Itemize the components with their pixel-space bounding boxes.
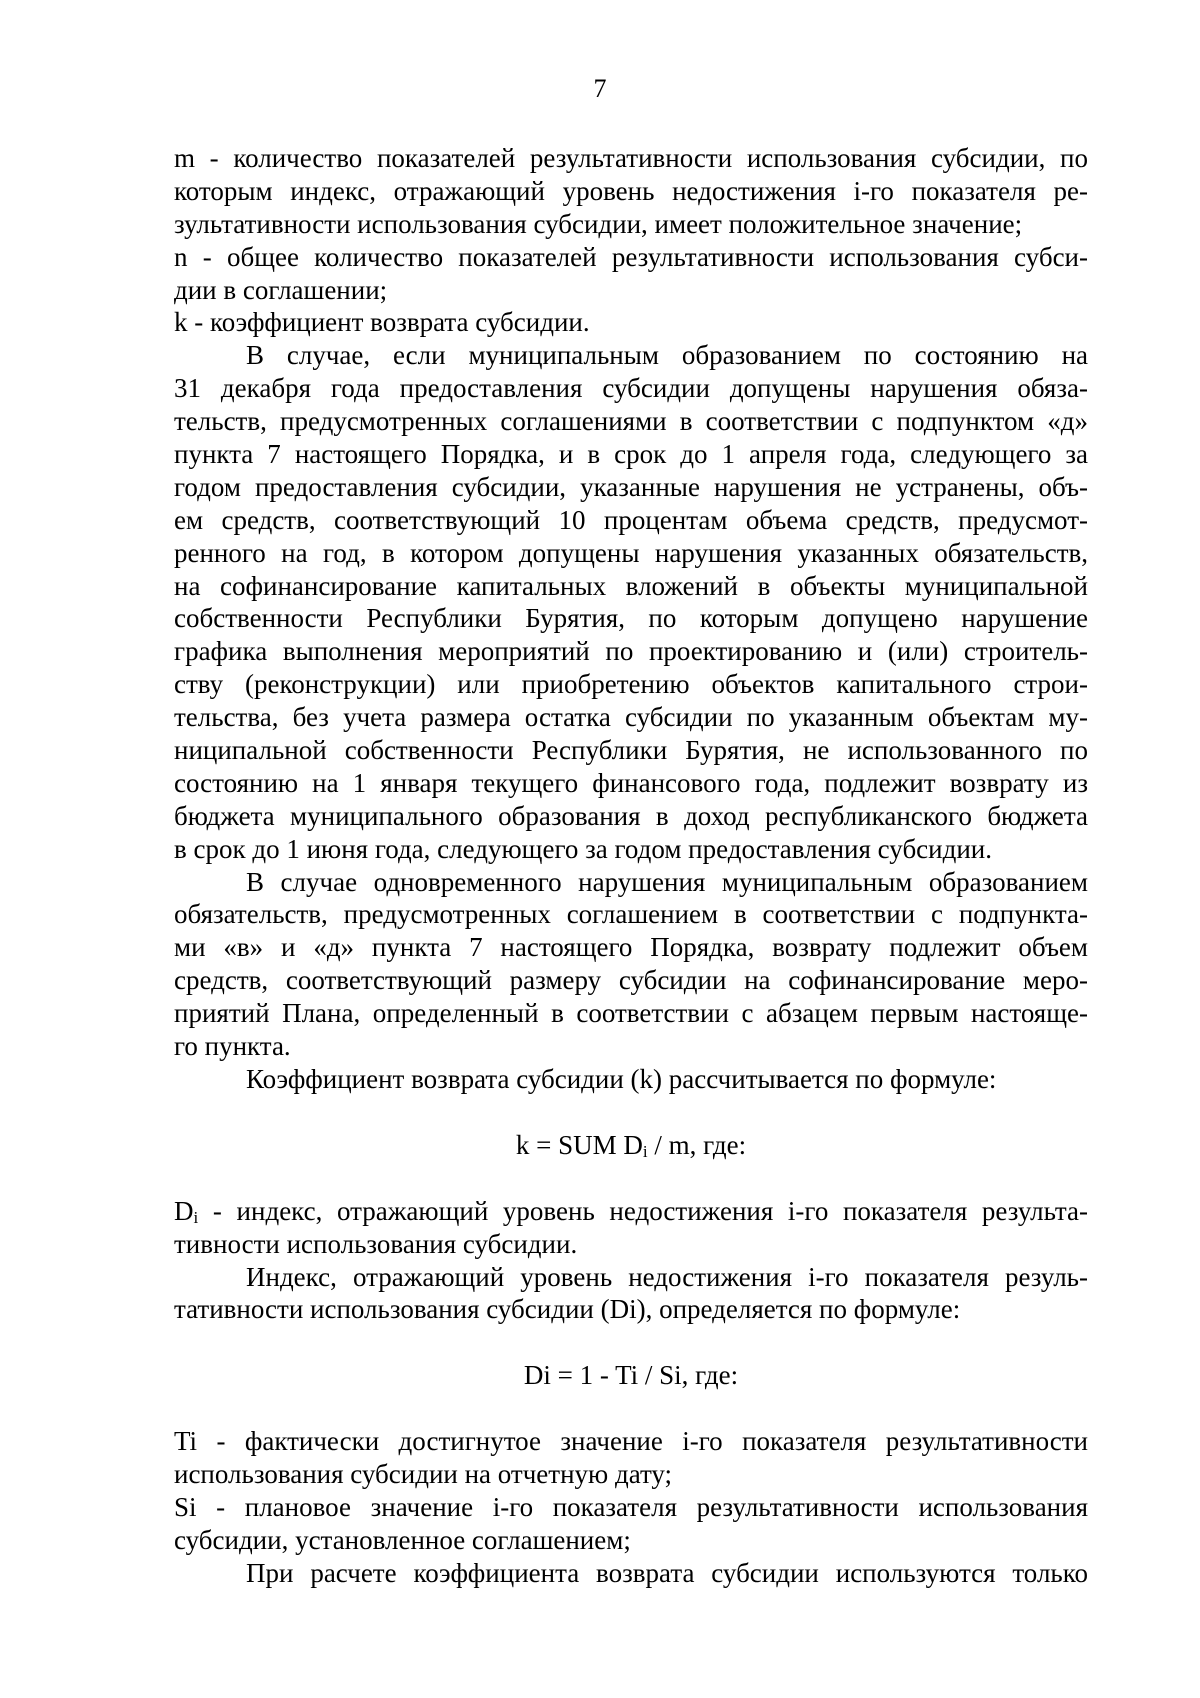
spacer (174, 1096, 1088, 1129)
paragraph-first-line: Индекс, отражающий уровень недостижения i-го показателя резуль- (246, 1261, 1088, 1292)
text-line (174, 1195, 1088, 1228)
text-line: использования субсидии на отчетную дату; (174, 1459, 673, 1490)
text-line: ренного на год, в котором допущены нарушения указанных обязательств, (174, 537, 1088, 568)
text-line: которым индекс, отражающий уровень недостижения i-го показателя ре- (174, 175, 1088, 206)
text-line: Ti - фактически достигнутое значение i-го показателя результативности (174, 1426, 1088, 1457)
paragraph-first-line: В случае одновременного нарушения муниципальным образованием (246, 866, 1088, 897)
text-line: в срок до 1 июня года, следующего за годом предоставления субсидии. (174, 833, 993, 864)
text-line: m - количество показателей результативности использования субсидии, по (174, 143, 1088, 173)
text-line: собственности Республики Бурятия, по которым допущено нарушение (174, 603, 1088, 634)
text-line: го пункта. (174, 1031, 291, 1062)
page-number: 7 (593, 74, 607, 103)
text-line: ми «в» и «д» пункта 7 настоящего Порядка, возврату подлежит объем (174, 932, 1088, 963)
text-line: тельства, без учета размера остатка субсидии по указанным объектам му- (174, 702, 1088, 733)
paragraph-first-line: Коэффициент возврата субсидии (k) рассчитывается по формуле: (246, 1063, 997, 1094)
text-line: 31 декабря года предоставления субсидии допущены нарушения обяза- (174, 373, 1088, 404)
text-line: n - общее количество показателей результативности использования субси- (174, 241, 1088, 272)
paragraph-first-line: При расчете коэффициента возврата субсидии используются только (246, 1557, 1088, 1588)
di-symbol: D (174, 1195, 194, 1226)
text-line: ству (реконструкции) или приобретению объектов капитального строи- (174, 669, 1088, 700)
formula-k (174, 1129, 1088, 1162)
text-line: пункта 7 настоящего Порядка, и в срок до 1 апреля года, следующего за (174, 439, 1088, 470)
text-line: Si - плановое значение i-го показателя результативности использования (174, 1491, 1088, 1522)
text-line: годом предоставления субсидии, указанные нарушения не устранены, объ- (174, 471, 1088, 502)
text-line: тивности использования субсидии. (174, 1228, 578, 1259)
di-definition-text: - индекс, отражающий уровень недостижения i-го показателя результа- (198, 1195, 1088, 1226)
text-line: ем средств, соответствующий 10 процентам объема средств, предусмот- (174, 504, 1088, 535)
formula-k-right: / m, где: (647, 1129, 747, 1160)
formula-k-subscript: i (642, 1141, 648, 1161)
text-line: субсидии, установленное соглашением; (174, 1524, 631, 1555)
text-line: на софинансирование капитальных вложений в объекты муниципальной (174, 570, 1088, 601)
text-line: ниципальной собственности Республики Бурятия, не использованного по (174, 735, 1088, 766)
paragraph-first-line: В случае, если муниципальным образованием по состоянию на (246, 340, 1088, 371)
spacer (174, 1162, 1088, 1195)
formula-k-left: k = SUM D (515, 1129, 643, 1160)
text-line: дии в соглашении; (174, 274, 388, 305)
text-line: тельств, предусмотренных соглашениями в соответствии с подпунктом «д» (174, 406, 1088, 437)
text-line: приятий Плана, определенный в соответствии с абзацем первым настояще- (174, 998, 1088, 1029)
text-line: тативности использования субсидии (Di), определяется по формуле: (174, 1294, 961, 1325)
text-line: обязательств, предусмотренных соглашением в соответствии с подпункта- (174, 899, 1088, 930)
spacer (174, 1326, 1088, 1359)
spacer (174, 1392, 1088, 1425)
text-line: состоянию на 1 января текущего финансового года, подлежит возврату из (174, 767, 1088, 798)
text-line: зультативности использования субсидии, имеет положительное значение; (174, 208, 1023, 239)
formula-di: Di = 1 - Ti / Si, где: (523, 1360, 739, 1391)
di-subscript: i (193, 1207, 199, 1227)
document-body (174, 142, 1088, 1590)
text-line: бюджета муниципального образования в доход республиканского бюджета (174, 800, 1088, 831)
text-line: графика выполнения мероприятий по проектированию и (или) строитель- (174, 636, 1088, 667)
text-line: k - коэффициент возврата субсидии. (174, 307, 590, 338)
text-line: средств, соответствующий размеру субсидии на софинансирование меро- (174, 965, 1088, 996)
